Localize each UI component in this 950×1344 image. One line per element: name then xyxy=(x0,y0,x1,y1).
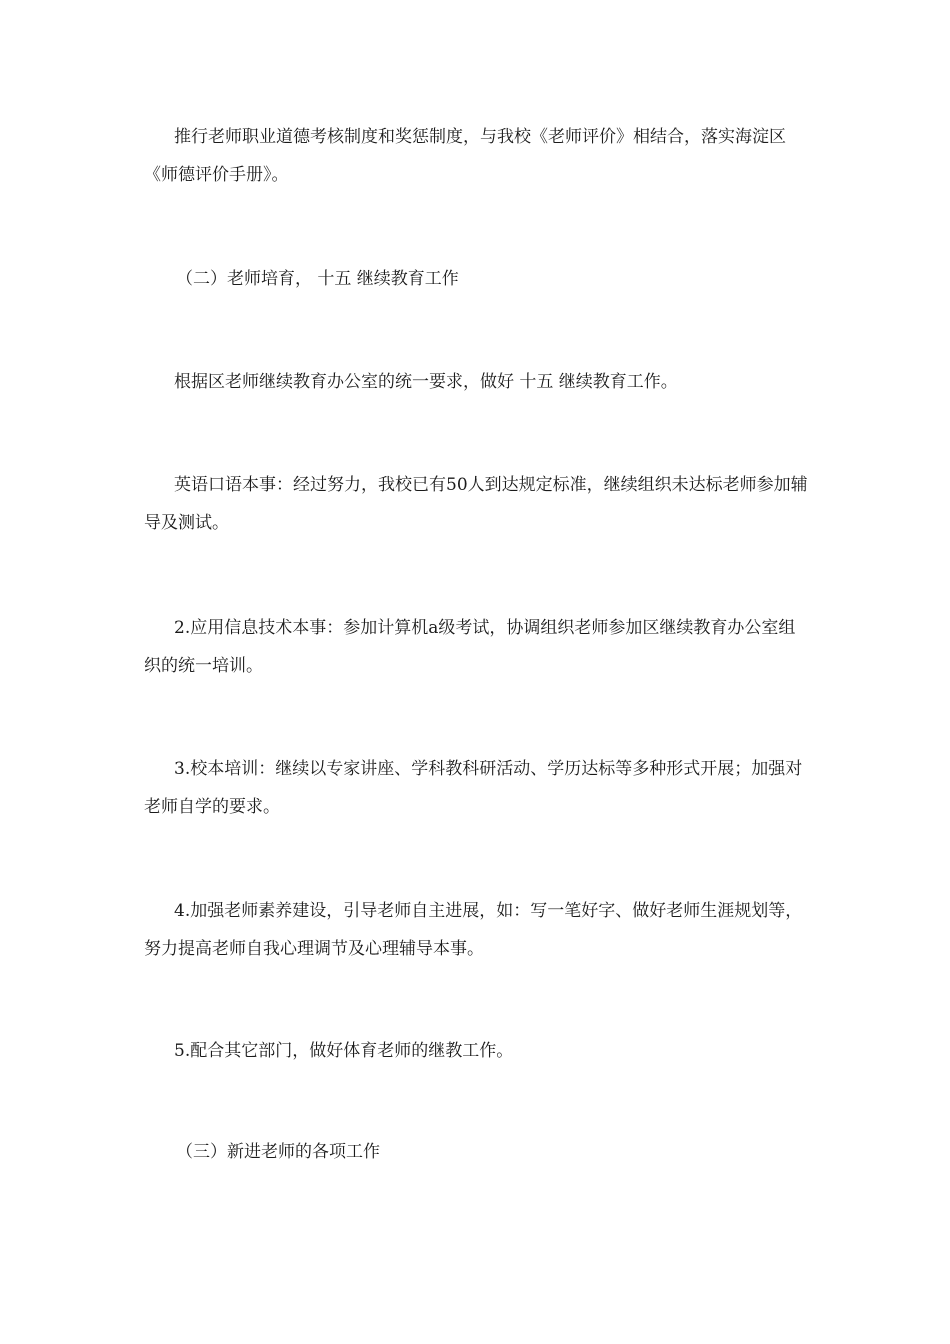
paragraph-english-skills: 英语口语本事：经过努力，我校已有50人到达规定标准，继续组织未达标老师参加辅导及测试。 xyxy=(144,475,808,533)
paragraph-teacher-quality: 4.加强老师素养建设，引导老师自主进展，如：写一笔好字、做好老师生涯规划等，努力提高老师自我心理调节及心理辅导本事。 xyxy=(144,901,803,959)
section-heading-new-teachers: （三）新进老师的各项工作 xyxy=(176,1142,380,1162)
section-heading-training: （二）老师培育， 十五 继续教育工作 xyxy=(176,269,459,289)
paragraph-it-skills: 2.应用信息技术本事：参加计算机a级考试，协调组织老师参加区继续教育办公室组织的统一培训。 xyxy=(144,618,796,676)
paragraph-school-training: 3.校本培训：继续以专家讲座、学科教科研活动、学历达标等多种形式开展；加强对老师自学的要求。 xyxy=(144,759,803,817)
paragraph-pe-teachers: 5.配合其它部门，做好体育老师的继教工作。 xyxy=(174,1041,514,1061)
paragraph-teacher-ethics: 推行老师职业道德考核制度和奖惩制度，与我校《老师评价》相结合，落实海淀区《师德评价手册》。 xyxy=(144,127,786,185)
paragraph-continuing-education: 根据区老师继续教育办公室的统一要求，做好 十五 继续教育工作。 xyxy=(174,372,678,392)
